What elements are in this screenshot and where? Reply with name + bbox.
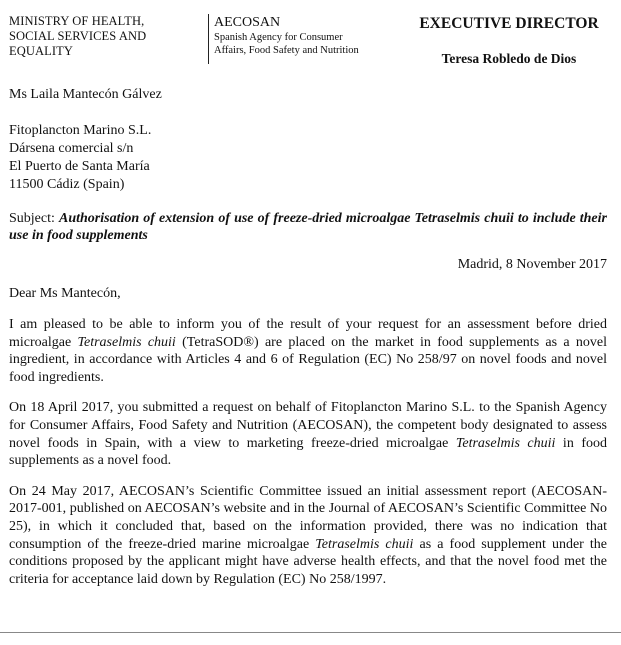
letterhead — [9, 14, 613, 74]
ministry-line: SOCIAL SERVICES AND — [9, 29, 147, 43]
subject-label: Subject: — [9, 210, 59, 226]
letter-body — [9, 86, 607, 588]
subject-text: Authorisation of extension of use of freeze-dried microalgae Tetraselmis chuii to include their use in food supplements — [9, 210, 607, 244]
salutation: Dear Ms Mantecón, — [9, 286, 121, 302]
ministry-line: MINISTRY OF HEALTH, — [9, 14, 145, 28]
recipient-name: Ms Laila Mantecón Gálvez — [9, 87, 162, 102]
address-line: Dársena comercial s/n — [9, 140, 134, 156]
ministry-block — [9, 14, 199, 59]
paragraph-text: On 18 April 2017, you submitted a request on behalf of Fitoplancton Marino S.L. to the Spanish Agency for Consumer Affairs, Food Safety and Nutrition (AECOSAN), the competent body designated to assess novel foods in Spain, with a view to marketing freeze-dried microalgae — [9, 400, 607, 451]
paragraph-text: On 24 May 2017, AECOSAN’s Scientific Committee issued an initial assessment report (AECOSAN-2017-001, published on AECOSAN’s website and in the Journal of AECOSAN’s Scientific Committee No 25), in which it concluded that, based on the information provided, there was no indication that consumption of the freeze-dried marine microalgae — [9, 483, 607, 552]
species-name: Tetraselmis chuii — [77, 334, 176, 350]
agency-block — [214, 14, 404, 57]
executive-title: EXECUTIVE DIRECTOR — [419, 15, 599, 32]
paragraph-3 — [9, 483, 607, 589]
paragraph-2 — [9, 399, 607, 469]
page-crop-edge — [0, 632, 621, 633]
agency-subtitle-line: Affairs, Food Safety and Nutrition — [214, 45, 359, 56]
address-line: El Puerto de Santa María — [9, 158, 150, 174]
paragraph-text: (TetraSOD®) are placed on the market in food supplements as a novel ingredient, in accordance with Articles 4 and 6 of Regulation (EC) No 258/97 on novel foods and novel food ingredients. — [9, 334, 608, 385]
executive-block — [409, 15, 609, 67]
header-divider — [208, 14, 209, 64]
species-name: Tetraselmis chuii — [455, 435, 556, 451]
address-line: 11500 Cádiz (Spain) — [9, 176, 125, 192]
paragraph-text: in food supplements as a novel food. — [9, 435, 607, 469]
recipient-address — [9, 122, 607, 194]
letter-date: Madrid, 8 November 2017 — [457, 256, 607, 272]
address-line: Fitoplancton Marino S.L. — [9, 122, 152, 138]
agency-subtitle-line: Spanish Agency for Consumer — [214, 32, 343, 43]
paragraph-text: as a food supplement under the conditions proposed by the applicant might have adverse health effects, and that the novel food met the criteria for acceptance laid down by Regulation (EC) No 258/1997. — [9, 536, 608, 587]
paragraph-1 — [9, 316, 607, 386]
director-name: Teresa Robledo de Dios — [441, 51, 577, 66]
ministry-line: EQUALITY — [9, 44, 73, 58]
paragraph-text: I am pleased to be able to inform you of the result of your request for an assessment before dried microalgae — [9, 316, 607, 350]
subject-line — [9, 210, 607, 245]
agency-name: AECOSAN — [214, 15, 281, 30]
species-name: Tetraselmis chuii — [315, 536, 414, 552]
